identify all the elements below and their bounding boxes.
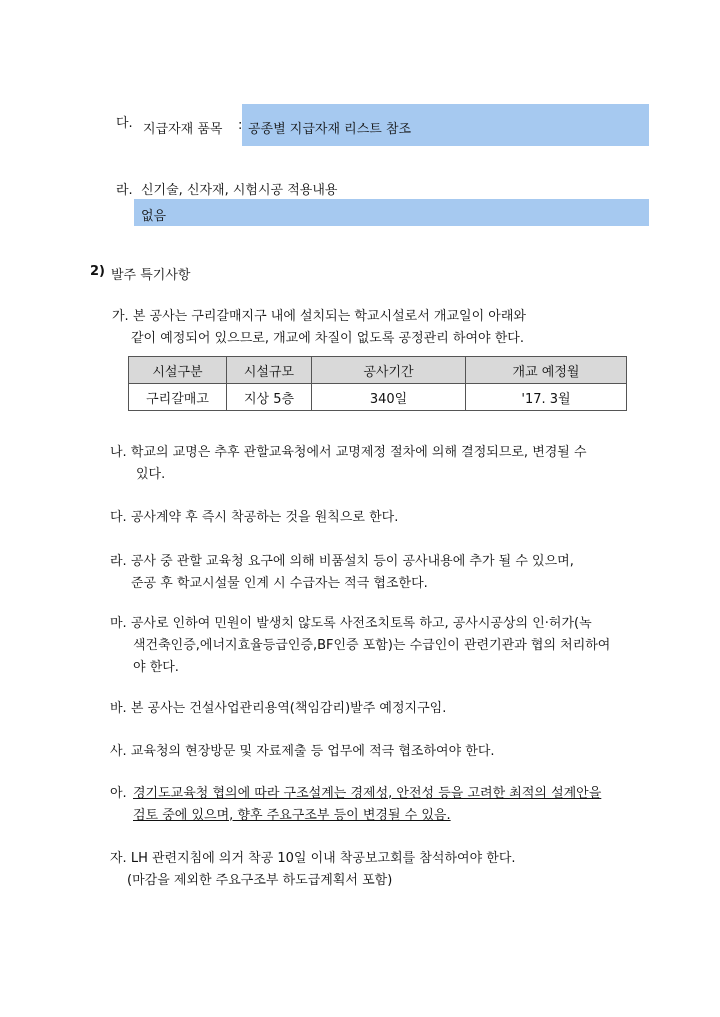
supply-items-colon: :: [238, 118, 243, 133]
table-header-cell: 개교 예정월: [466, 357, 627, 384]
table-cell: 340일: [312, 384, 466, 411]
heading-number: 2): [90, 264, 105, 279]
item-a-line2: 검토 중에 있으며, 향후 주요구조부 등이 변경될 수 있음.: [133, 808, 451, 823]
item-ja-line2: (마감을 제외한 주요구조부 하도급계획서 포함): [127, 873, 393, 888]
item-a-line1: 경기도교육청 협의에 따라 구조설계는 경제성, 안전성 등을 고려한 최적의 설계안을: [133, 786, 602, 801]
item-ma-line1: 마. 공사로 인하여 민원이 발생치 않도록 사전조치토록 하고, 공사시공상의 인·허가(녹: [110, 616, 592, 631]
item-sa-line1: 사. 교육청의 현장방문 및 자료제출 등 업무에 적극 협조하여야 한다.: [110, 744, 495, 759]
table-header-cell: 시설규모: [227, 357, 312, 384]
table-cell: '17. 3월: [466, 384, 627, 411]
section-da-marker: 다.: [116, 116, 133, 131]
item-ma-line3: 야 한다.: [133, 660, 179, 675]
item-ra-line1: 라. 공사 중 관할 교육청 요구에 의해 비품설치 등이 공사내용에 추가 될 수 있으며,: [110, 554, 574, 569]
table-cell: 지상 5층: [227, 384, 312, 411]
item-na-line2: 있다.: [136, 467, 166, 482]
table-header-cell: 시설구분: [129, 357, 227, 384]
table-header-row: [129, 357, 627, 384]
item-a-marker: 아.: [110, 786, 127, 801]
new-tech-value: 없음: [141, 209, 167, 224]
table-cell: 구리갈매고: [129, 384, 227, 411]
item-ja-line1: 자. LH 관련지침에 의거 착공 10일 이내 착공보고회를 참석하여야 한다.: [110, 851, 516, 866]
item-ga-line1: 가. 본 공사는 구리갈매지구 내에 설치되는 학교시설로서 개교일이 아래와: [112, 309, 526, 324]
highlight-box-new-tech: [134, 199, 649, 226]
section-ra-marker: 라.: [116, 183, 133, 198]
facility-table: [128, 356, 627, 411]
supply-items-value: 공종별 지급자재 리스트 참조: [248, 122, 412, 137]
new-tech-label: 신기술, 신자재, 시험시공 적용내용: [141, 183, 338, 198]
heading-title: 발주 특기사항: [111, 268, 191, 283]
item-ma-line2: 색건축인증,에너지효율등급인증,BF인증 포함)는 수급인이 관련기관과 협의 처리하여: [133, 638, 611, 653]
item-na-line1: 나. 학교의 교명은 추후 관할교육청에서 교명제정 절차에 의해 결정되므로, 변경될 수: [110, 445, 587, 460]
item-da-line1: 다. 공사계약 후 즉시 착공하는 것을 원칙으로 한다.: [110, 510, 399, 525]
item-ba-line1: 바. 본 공사는 건설사업관리용역(책임감리)발주 예정지구임.: [110, 701, 447, 716]
table-row: [129, 384, 627, 411]
supply-items-label: 지급자재 품목: [143, 122, 223, 137]
item-ga-line2: 같이 예정되어 있으므로, 개교에 차질이 없도록 공정관리 하여야 한다.: [131, 331, 524, 346]
table-header-cell: 공사기간: [312, 357, 466, 384]
item-ra-line2: 준공 후 학교시설물 인계 시 수급자는 적극 협조한다.: [131, 576, 428, 591]
